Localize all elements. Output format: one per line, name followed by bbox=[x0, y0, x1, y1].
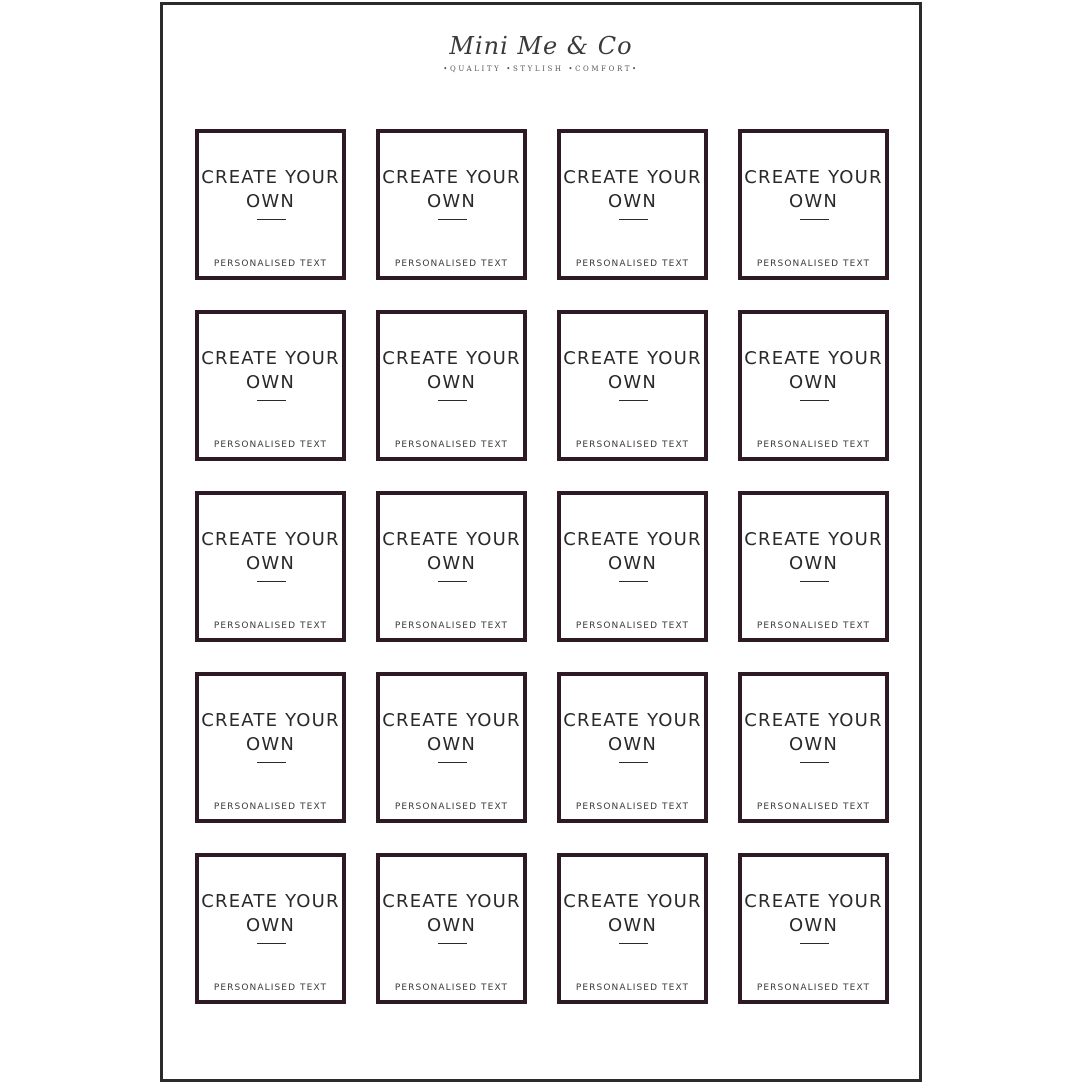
label-item bbox=[195, 853, 346, 1004]
label-divider bbox=[800, 762, 829, 763]
label-title: CREATE YOUR OWN bbox=[744, 348, 883, 393]
label-title: CREATE YOUR OWN bbox=[744, 167, 883, 212]
label-title: CREATE YOUR OWN bbox=[563, 348, 702, 393]
label-subtitle: PERSONALISED TEXT bbox=[756, 440, 871, 450]
label-grid bbox=[195, 129, 890, 1004]
label-title: CREATE YOUR OWN bbox=[563, 529, 702, 574]
label-item bbox=[557, 310, 708, 461]
label-divider bbox=[619, 400, 648, 401]
label-title: CREATE YOUR OWN bbox=[382, 348, 521, 393]
label-title: CREATE YOUR OWN bbox=[382, 167, 521, 212]
label-divider bbox=[438, 762, 467, 763]
label-subtitle: PERSONALISED TEXT bbox=[575, 983, 690, 993]
label-sheet bbox=[160, 2, 922, 1082]
label-title: CREATE YOUR OWN bbox=[201, 529, 340, 574]
label-title: CREATE YOUR OWN bbox=[201, 710, 340, 755]
label-item bbox=[557, 491, 708, 642]
label-subtitle: PERSONALISED TEXT bbox=[394, 259, 509, 269]
label-subtitle: PERSONALISED TEXT bbox=[575, 440, 690, 450]
label-title: CREATE YOUR OWN bbox=[201, 167, 340, 212]
label-divider bbox=[619, 943, 648, 944]
brand-logo: Mini Me & Co bbox=[449, 32, 633, 60]
label-item bbox=[738, 310, 889, 461]
label-subtitle: PERSONALISED TEXT bbox=[213, 259, 328, 269]
label-divider bbox=[619, 762, 648, 763]
label-item bbox=[376, 491, 527, 642]
label-item bbox=[738, 491, 889, 642]
label-divider bbox=[257, 762, 286, 763]
label-title: CREATE YOUR OWN bbox=[563, 891, 702, 936]
label-divider bbox=[438, 943, 467, 944]
label-divider bbox=[257, 581, 286, 582]
label-subtitle: PERSONALISED TEXT bbox=[213, 440, 328, 450]
label-item bbox=[557, 129, 708, 280]
label-subtitle: PERSONALISED TEXT bbox=[756, 259, 871, 269]
label-item bbox=[195, 672, 346, 823]
label-subtitle: PERSONALISED TEXT bbox=[756, 983, 871, 993]
label-item bbox=[376, 672, 527, 823]
label-item bbox=[738, 672, 889, 823]
label-title: CREATE YOUR OWN bbox=[744, 891, 883, 936]
brand-header bbox=[163, 31, 919, 73]
label-divider bbox=[800, 581, 829, 582]
label-divider bbox=[257, 400, 286, 401]
label-subtitle: PERSONALISED TEXT bbox=[213, 802, 328, 812]
label-title: CREATE YOUR OWN bbox=[744, 710, 883, 755]
label-item bbox=[376, 853, 527, 1004]
label-divider bbox=[800, 943, 829, 944]
label-divider bbox=[619, 581, 648, 582]
label-title: CREATE YOUR OWN bbox=[744, 529, 883, 574]
label-title: CREATE YOUR OWN bbox=[201, 891, 340, 936]
label-divider bbox=[800, 219, 829, 220]
label-subtitle: PERSONALISED TEXT bbox=[575, 259, 690, 269]
label-title: CREATE YOUR OWN bbox=[382, 891, 521, 936]
label-title: CREATE YOUR OWN bbox=[563, 167, 702, 212]
label-title: CREATE YOUR OWN bbox=[382, 710, 521, 755]
label-subtitle: PERSONALISED TEXT bbox=[213, 621, 328, 631]
label-item bbox=[738, 853, 889, 1004]
label-item bbox=[195, 129, 346, 280]
label-title: CREATE YOUR OWN bbox=[382, 529, 521, 574]
label-subtitle: PERSONALISED TEXT bbox=[394, 621, 509, 631]
label-subtitle: PERSONALISED TEXT bbox=[756, 802, 871, 812]
label-item bbox=[195, 491, 346, 642]
label-item bbox=[738, 129, 889, 280]
label-item bbox=[376, 310, 527, 461]
brand-tagline: •QUALITY •STYLISH •COMFORT• bbox=[443, 65, 639, 73]
label-subtitle: PERSONALISED TEXT bbox=[394, 983, 509, 993]
label-subtitle: PERSONALISED TEXT bbox=[213, 983, 328, 993]
label-subtitle: PERSONALISED TEXT bbox=[394, 802, 509, 812]
label-divider bbox=[438, 400, 467, 401]
label-item bbox=[376, 129, 527, 280]
label-divider bbox=[257, 219, 286, 220]
label-title: CREATE YOUR OWN bbox=[563, 710, 702, 755]
label-subtitle: PERSONALISED TEXT bbox=[756, 621, 871, 631]
label-item bbox=[557, 853, 708, 1004]
label-subtitle: PERSONALISED TEXT bbox=[575, 802, 690, 812]
label-divider bbox=[438, 581, 467, 582]
label-subtitle: PERSONALISED TEXT bbox=[394, 440, 509, 450]
label-divider bbox=[257, 943, 286, 944]
label-subtitle: PERSONALISED TEXT bbox=[575, 621, 690, 631]
label-divider bbox=[619, 219, 648, 220]
label-divider bbox=[438, 219, 467, 220]
label-title: CREATE YOUR OWN bbox=[201, 348, 340, 393]
label-item bbox=[195, 310, 346, 461]
label-divider bbox=[800, 400, 829, 401]
label-item bbox=[557, 672, 708, 823]
